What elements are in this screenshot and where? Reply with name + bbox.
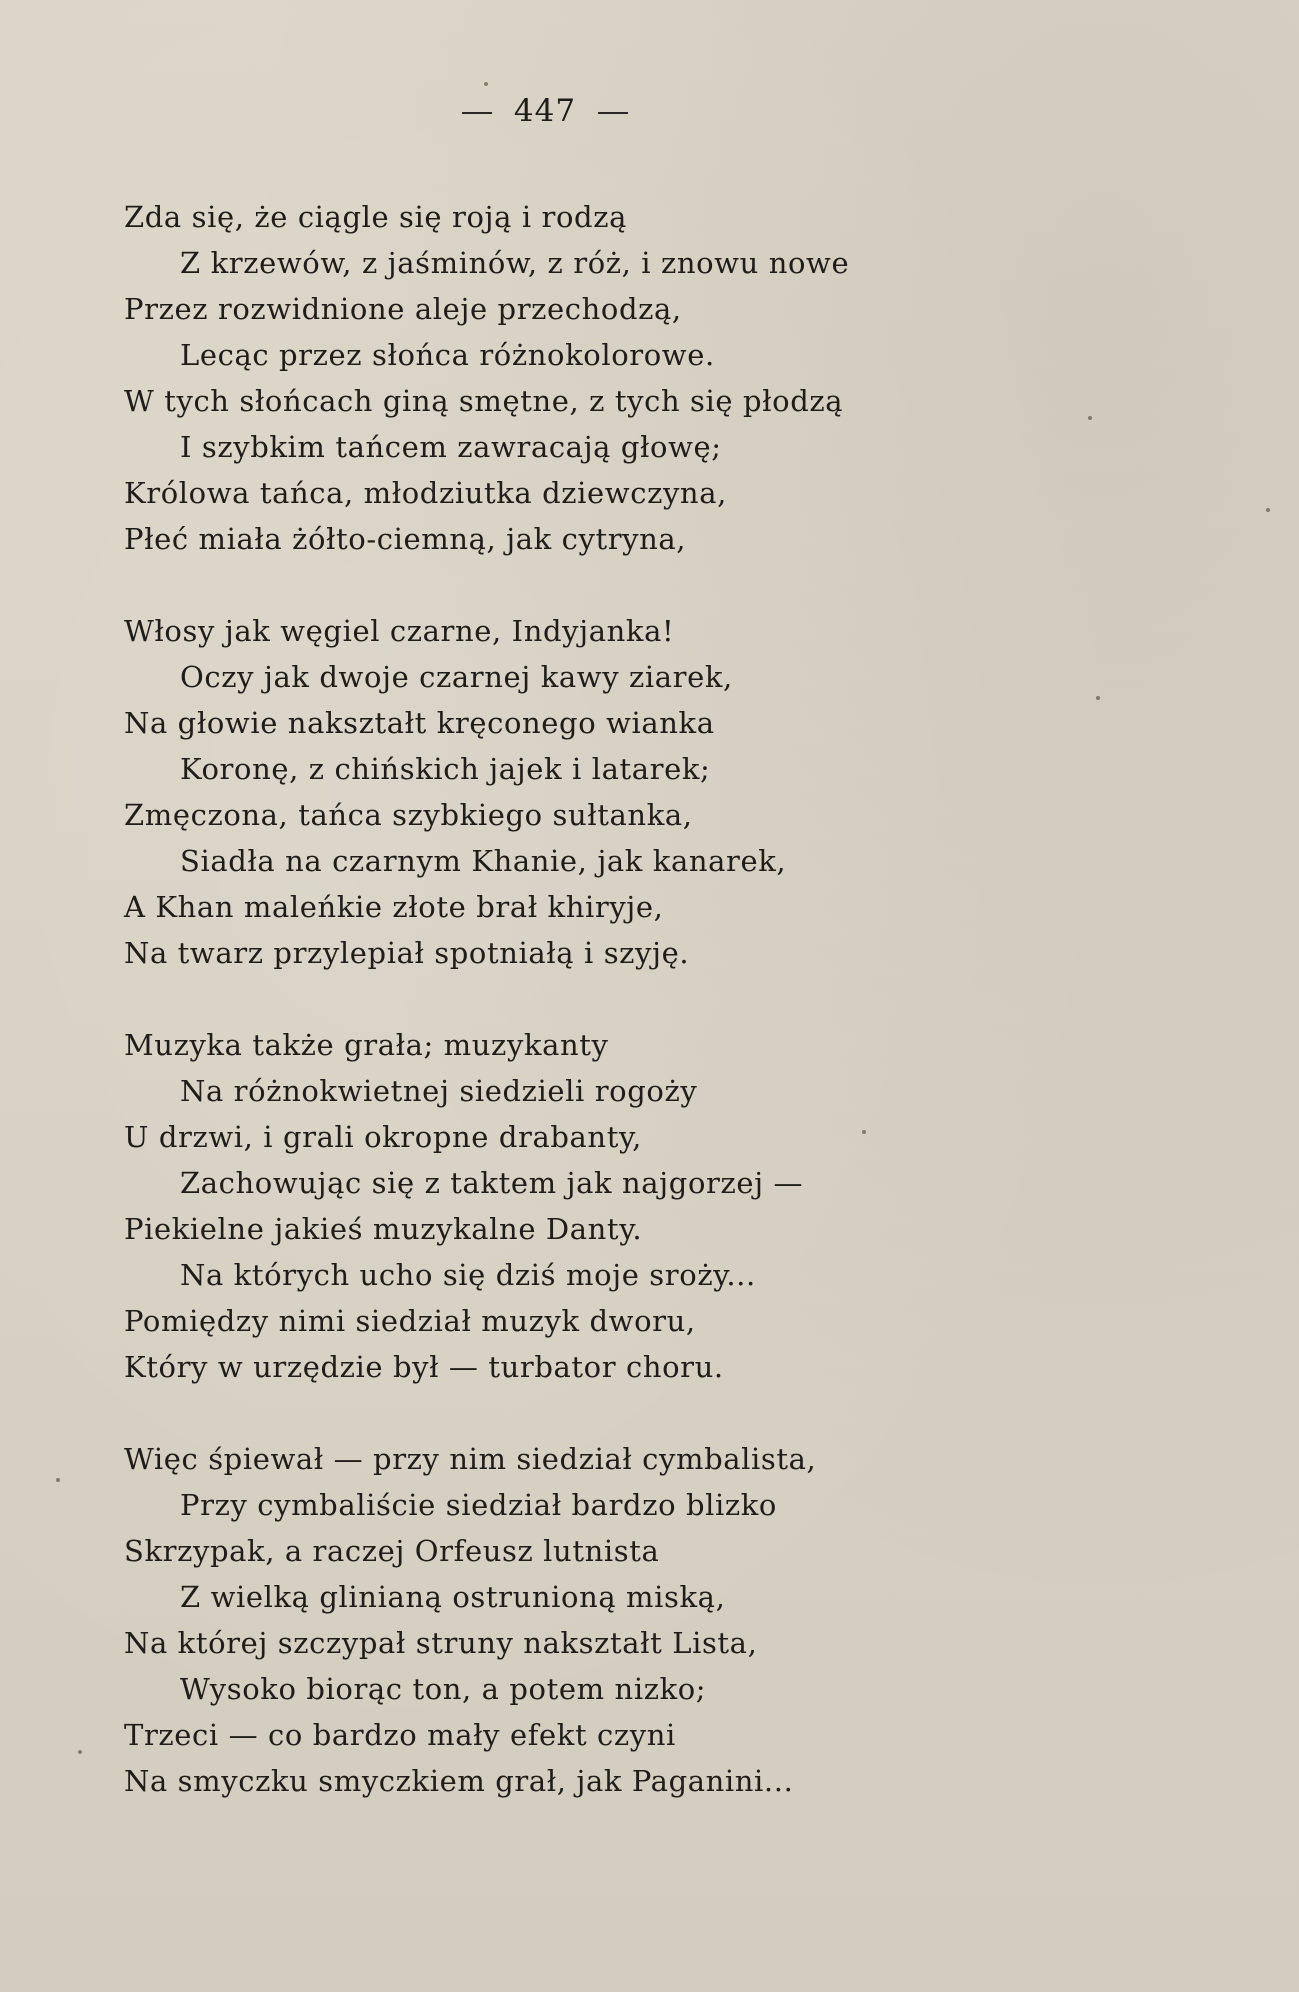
verse-line: Lecąc przez słońca różnokolorowe. xyxy=(180,338,715,372)
paper-speck xyxy=(78,1750,82,1754)
verse-line: U drzwi, i grali okropne drabanty, xyxy=(124,1120,642,1154)
verse-line: Na twarz przylepiał spotniałą i szyję. xyxy=(124,936,690,970)
verse-line: Zmęczona, tańca szybkiego sułtanka, xyxy=(124,798,693,832)
verse-line: Z krzewów, z jaśminów, z róż, i znowu nowe xyxy=(180,246,850,280)
paper-speck xyxy=(1088,416,1092,420)
verse-line: I szybkim tańcem zawracają głowę; xyxy=(180,430,722,464)
stanza xyxy=(124,194,1204,562)
verse-line: Koronę, z chińskich jajek i latarek; xyxy=(180,752,711,786)
paper-speck xyxy=(484,82,488,86)
verse-line: Więc śpiewał — przy nim siedział cymbalista, xyxy=(124,1442,817,1476)
verse-line: Skrzypak, a raczej Orfeusz lutnista xyxy=(124,1534,660,1568)
verse-line: Przez rozwidnione aleje przechodzą, xyxy=(124,292,682,326)
verse-line: Piekielne jakieś muzykalne Danty. xyxy=(124,1212,643,1246)
verse-line: Siadła na czarnym Khanie, jak kanarek, xyxy=(180,844,787,878)
paper-speck xyxy=(1266,508,1270,512)
verse-line: Który w urzędzie był — turbator choru. xyxy=(124,1350,724,1384)
verse-line: Wysoko biorąc ton, a potem nizko; xyxy=(180,1672,707,1706)
poem-text xyxy=(124,194,1204,1850)
verse-line: Zda się, że ciągle się roją i rodzą xyxy=(124,200,627,234)
verse-line: A Khan maleńkie złote brał khiryje, xyxy=(124,890,664,924)
verse-line: Pomiędzy nimi siedział muzyk dworu, xyxy=(124,1304,696,1338)
paper-speck xyxy=(56,1478,60,1482)
verse-line: Na głowie nakształt kręconego wianka xyxy=(124,706,715,740)
page-number-text: 447 xyxy=(513,93,577,129)
verse-line: Na których ucho się dziś moje sroży... xyxy=(180,1258,756,1292)
verse-line: Włosy jak węgiel czarne, Indyjanka! xyxy=(124,614,675,648)
verse-line: Z wielką glinianą ostrunioną miską, xyxy=(180,1580,726,1614)
stanza xyxy=(124,1436,1204,1804)
verse-line: W tych słońcach giną smętne, z tych się płodzą xyxy=(124,384,844,418)
verse-line: Królowa tańca, młodziutka dziewczyna, xyxy=(124,476,727,510)
verse-line: Płeć miała żółto-ciemną, jak cytryna, xyxy=(124,522,687,556)
verse-line: Muzyka także grała; muzykanty xyxy=(124,1028,609,1062)
stanza xyxy=(124,608,1204,976)
paper-speck xyxy=(1096,696,1100,700)
verse-line: Na smyczku smyczkiem grał, jak Paganini... xyxy=(124,1764,794,1798)
verse-line: Trzeci — co bardzo mały efekt czyni xyxy=(124,1718,676,1752)
verse-line: Zachowując się z taktem jak najgorzej — xyxy=(180,1166,804,1200)
page-number-dash-left xyxy=(462,112,492,114)
verse-line: Na której szczypał struny nakształt Lista, xyxy=(124,1626,758,1660)
page-number xyxy=(0,93,1090,129)
verse-line: Przy cymbaliście siedział bardzo blizko xyxy=(180,1488,777,1522)
verse-line: Oczy jak dwoje czarnej kawy ziarek, xyxy=(180,660,733,694)
paper-speck xyxy=(862,1130,866,1134)
verse-line: Na różnokwietnej siedzieli rogoży xyxy=(180,1074,698,1108)
page-number-dash-right xyxy=(598,112,628,114)
stanza xyxy=(124,1022,1204,1390)
